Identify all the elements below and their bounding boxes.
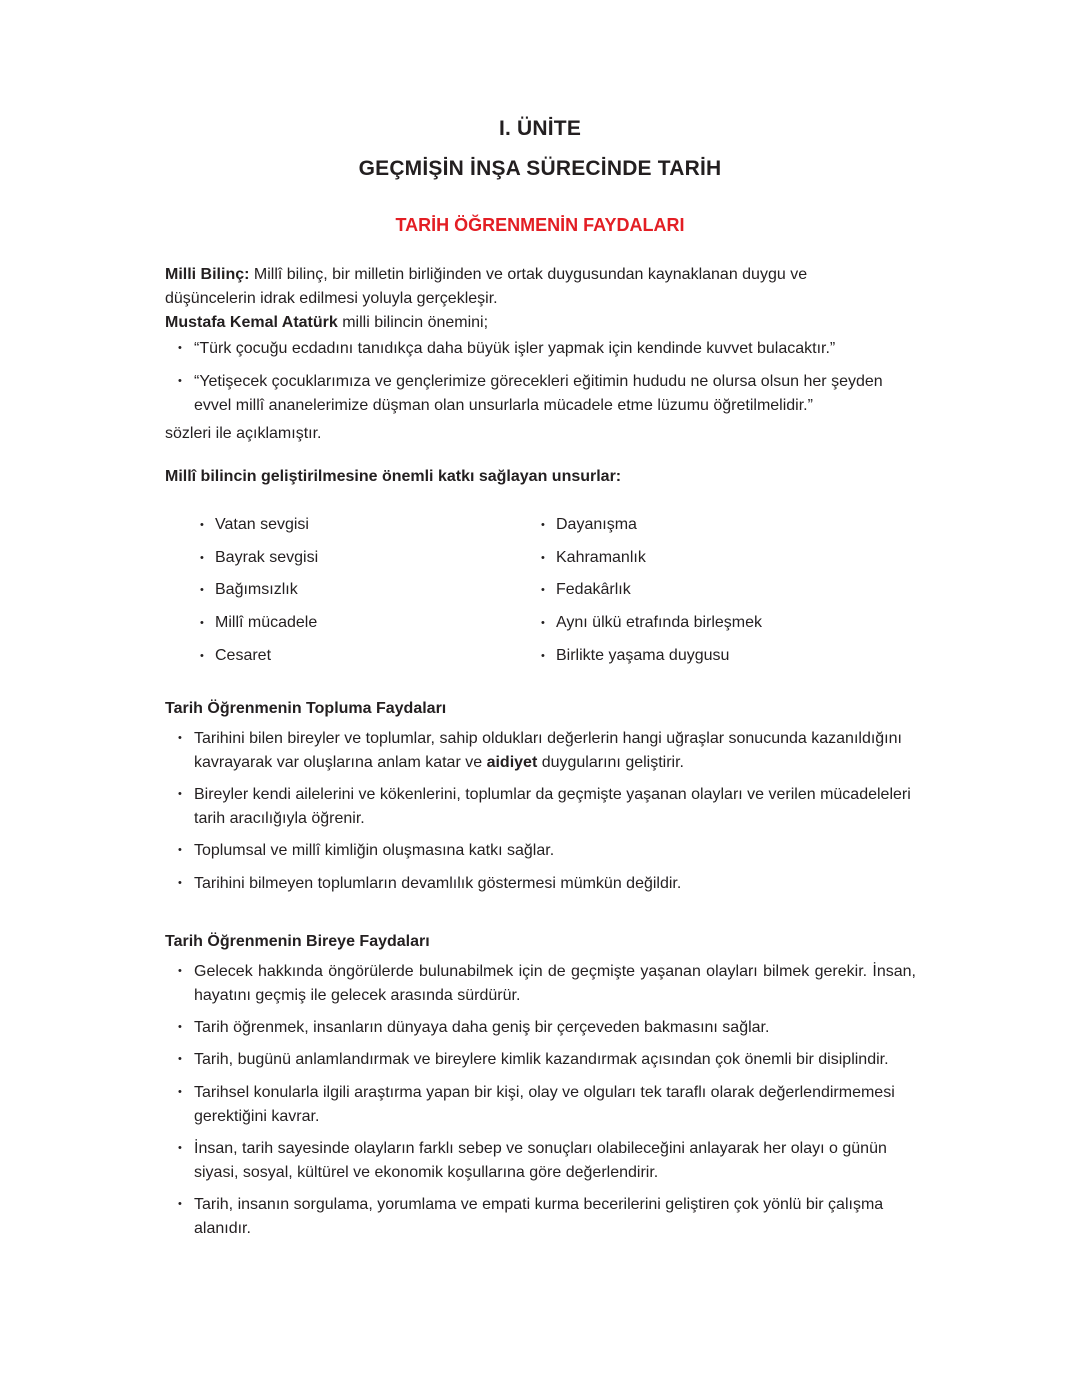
topluma-item-bold: aidiyet [486,753,538,771]
quote-item: • “Türk çocuğu ecdadını tanıdıkça daha büyük işler yapmak için kendinde kuvvet bulacaktır.” [178,337,916,361]
unsurlar-heading: Millî bilincin geliştirilmesine önemli katkı sağlayan unsurlar: [165,468,622,485]
bireye-item: • Tarih, bugünü anlamlandırmak ve bireylere kimlik kazandırmak açısından çok önemli bir disiplindir. [178,1048,916,1072]
unsur-item: • Kahramanlık [541,546,646,570]
unsur-item: • Millî mücadele [200,611,317,635]
bireye-heading: Tarih Öğrenmenin Bireye Faydaları [165,933,430,950]
milli-bilinc-paragraph [165,263,915,335]
unsur-item: • Birlikte yaşama duygusu [541,644,729,668]
unit-title: GEÇMİŞİN İNŞA SÜRECİNDE TARİH [358,157,722,180]
bireye-item: • İnsan, tarih sayesinde olayların farklı sebep ve sonuçları olabileceğini anlayarak her olayı o günün siyasi, sosyal, kültürel ve ekonomik koşullarına göre değerlendirir. [178,1137,916,1184]
topluma-heading: Tarih Öğrenmenin Topluma Faydaları [165,700,447,717]
quote-closing: sözleri ile açıklamıştır. [165,425,322,442]
topluma-item-text: Tarihini bilen bireyler ve toplumlar, sahip oldukları değerlerin hangi uğraşlar sonucunda kazanıldığını kavrayarak var oluşlarına anlam katar ve [194,730,902,771]
unsur-item: • Bayrak sevgisi [200,546,318,570]
unsur-item: • Bağımsızlık [200,578,298,602]
bireye-item: • Tarih öğrenmek, insanların dünyaya daha geniş bir çerçeveden bakmasını sağlar. [178,1016,916,1040]
ataturk-intro: milli bilincin önemini; [337,314,489,331]
unsur-item: • Vatan sevgisi [200,513,309,537]
topluma-item: • Toplumsal ve millî kimliğin oluşmasına katkı sağlar. [178,839,916,863]
unsur-item: • Dayanışma [541,513,637,537]
unsur-item: • Aynı ülkü etrafında birleşmek [541,611,762,635]
bireye-item: • Gelecek hakkında öngörülerde bulunabilmek için de geçmişte yaşanan olayları bilmek gerekir. İnsan, hayatını geçmiş ile gelecek arasında sürdürür. [178,960,916,1007]
quote-item: • “Yetişecek çocuklarımıza ve gençlerimize görecekleri eğitimin hududu ne olursa olsun her şeyden evvel millî ananelerimize düşman olan unsurlarla mücadele etme lüzumu öğretilmelidir.” [178,370,918,417]
bireye-item: • Tarih, insanın sorgulama, yorumlama ve empati kurma becerilerini geliştiren çok yönlü bir çalışma alanıdır. [178,1193,916,1240]
milli-bilinc-term: Milli Bilinç: [165,266,250,283]
milli-bilinc-definition-2: düşüncelerin idrak edilmesi yoluyla gerçekleşir. [165,290,498,307]
unsur-item: • Fedakârlık [541,578,631,602]
section-title: TARİH ÖĞRENMENİN FAYDALARI [395,215,685,235]
unit-label: I. ÜNİTE [498,117,582,140]
bireye-item: • Tarihsel konularla ilgili araştırma yapan bir kişi, olay ve olguları tek taraflı olarak değerlendirmemesi gerektiğini kavrar. [178,1081,916,1128]
ataturk-name: Mustafa Kemal Atatürk [165,314,338,331]
unsur-item: • Cesaret [200,644,271,668]
topluma-item: • Tarihini bilmeyen toplumların devamlılık göstermesi mümkün değildir. [178,872,916,896]
topluma-item [178,727,916,774]
topluma-item: • Bireyler kendi ailelerini ve kökenlerini, toplumlar da geçmişte yaşanan olayları ve verilen mücadeleleri tarih aracılığıyla öğrenir. [178,783,916,830]
topluma-item-text: duygularını geliştirir. [537,753,684,771]
milli-bilinc-definition-1: Millî bilinç, bir milletin birliğinden ve ortak duygusundan kaynaklanan duygu ve [249,266,808,283]
